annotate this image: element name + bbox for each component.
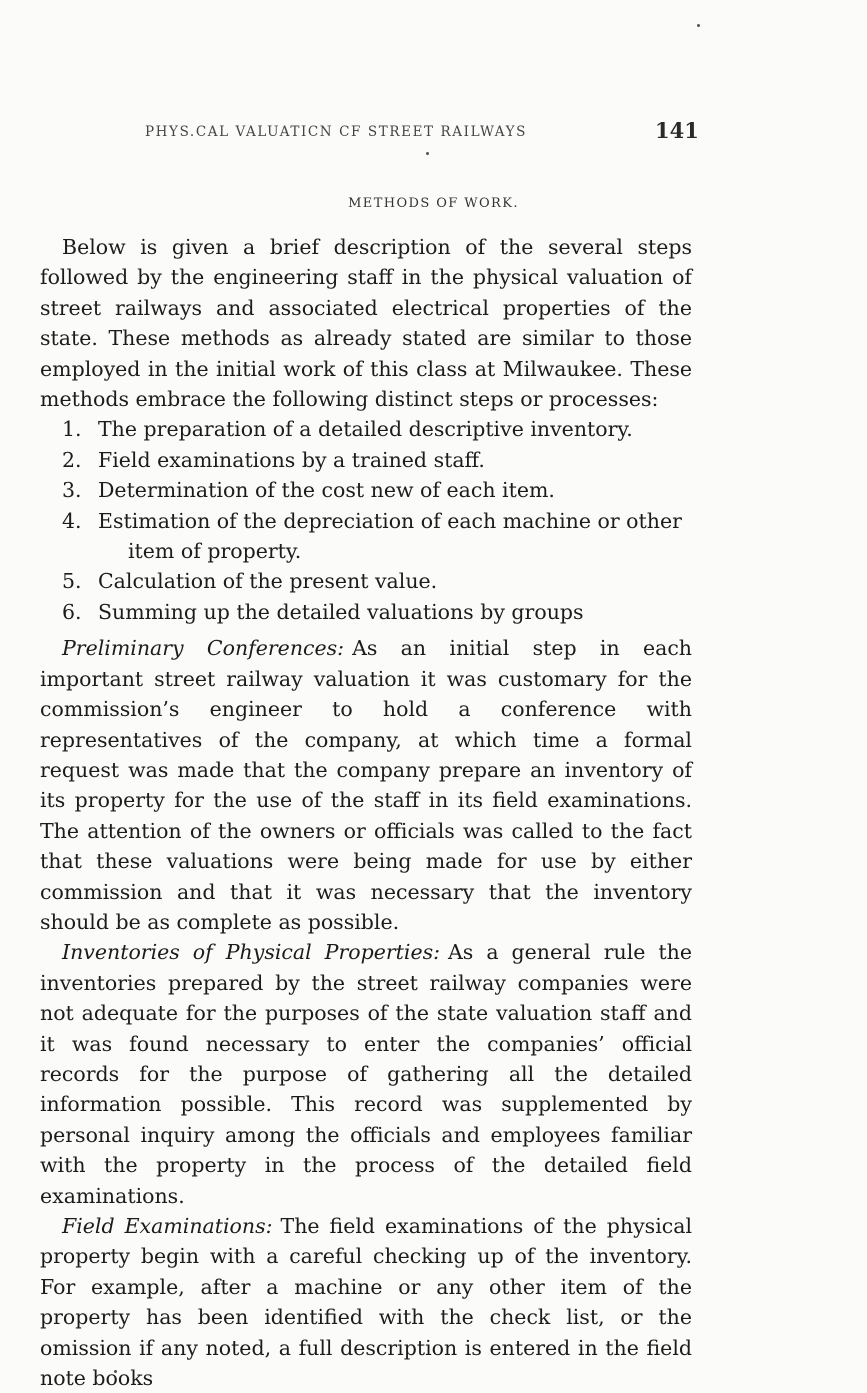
paragraph-inventories (40, 937, 692, 1211)
step-number: 3. (62, 478, 82, 503)
section-heading: METHODS OF WORK. (348, 196, 519, 211)
page-number: 141 (655, 118, 699, 143)
step-number: 5. (62, 569, 82, 594)
step-number: 4. (62, 508, 82, 533)
list-item (40, 475, 692, 505)
list-item (40, 597, 692, 627)
step-text: Determination of the cost new of each item. (98, 478, 555, 503)
step-text: Estimation of the depreciation of each machine or other item of property. (98, 508, 682, 564)
running-title: PHYS.CAL VALUATICN CF STREET RAILWAYS (145, 124, 527, 140)
list-item (40, 445, 692, 475)
list-item (40, 506, 692, 567)
paragraph-preliminary-conferences (40, 633, 692, 937)
paragraph-field-examinations (40, 1211, 692, 1393)
step-text: Calculation of the present value. (98, 569, 438, 594)
list-item (40, 414, 692, 444)
list-item (40, 566, 692, 596)
body-text (40, 232, 692, 1393)
paragraph-text: As an initial step in each important street railway valuation it was customary for the commission’s engineer to hold a conference with representatives of the company, at which time a formal request was made that the company prepare an inventory of its property for the use of the staff in its field examinations. The attention of the owners or officials was called to the fact that these valuations were being made for use by either commission and that it was necessary that the inventory should be as complete as possible. (40, 636, 692, 934)
scan-speck (697, 24, 700, 27)
step-number: 6. (62, 599, 82, 624)
steps-list (40, 414, 692, 627)
paragraph-text: As a general rule the inventories prepared by the street railway companies were not adequate for the purposes of the state valuation staff and it was found necessary to enter the companies’ official records for the purpose of gathering all the detailed information possible. This record was supplemented by personal inquiry among the officials and employees familiar with the property in the process of the detailed field examinations. (40, 940, 692, 1208)
run-in-heading: Field Examinations: (62, 1214, 273, 1238)
step-number: 2. (62, 447, 82, 472)
run-in-heading: Inventories of Physical Properties: (62, 940, 440, 965)
running-head (0, 118, 867, 148)
step-text: Field examinations by a trained staff. (98, 447, 485, 472)
scan-speck (426, 152, 429, 155)
step-text: The preparation of a detailed descriptive inventory. (98, 417, 633, 442)
step-text: Summing up the detailed valuations by groups (98, 599, 584, 624)
step-number: 1. (62, 417, 82, 442)
run-in-heading: Preliminary Conferences: (62, 636, 345, 661)
paragraph-text: The field examinations of the physical property begin with a careful checking up of the inventory. For example, after a machine or any other item of the property has been identified with the check list, or the omission if any noted, a full description is entered in the field note books (40, 1214, 693, 1391)
intro-paragraph: Below is given a brief description of the several steps followed by the engineering staff in the physical valuation of street railways and associated electrical properties of the state. These methods as already stated are similar to those employed in the initial work of this class at Milwaukee. These methods embrace the following distinct steps or processes: (40, 235, 692, 412)
